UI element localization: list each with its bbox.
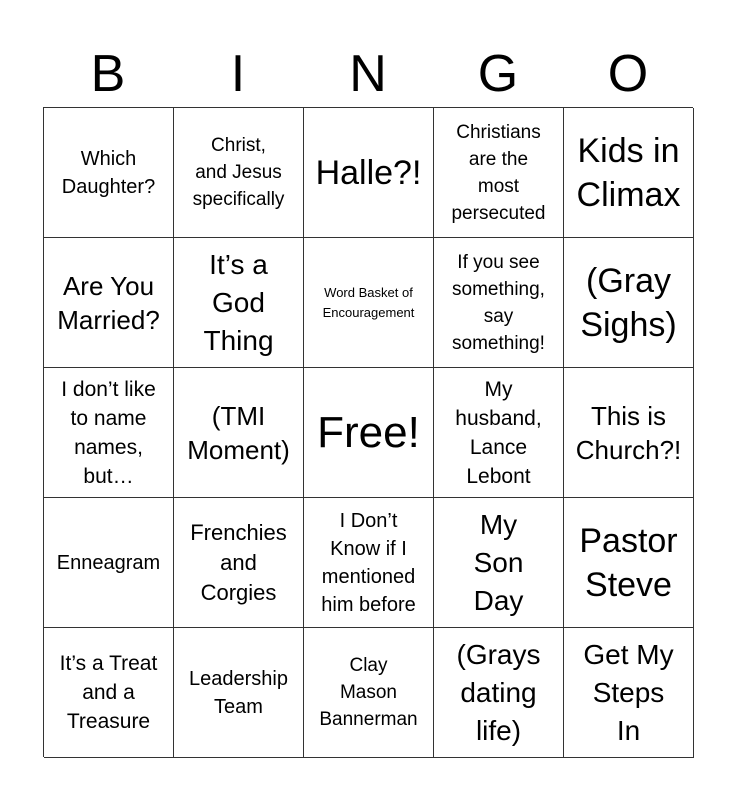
bingo-cell-r4c3[interactable] bbox=[304, 498, 434, 628]
bingo-cell-r4c5[interactable] bbox=[564, 498, 694, 628]
bingo-cell-r1c3[interactable] bbox=[304, 108, 434, 238]
header-letter-b: B bbox=[90, 45, 126, 103]
bingo-cell-r5c2[interactable] bbox=[174, 628, 304, 758]
cell-text: Enneagram bbox=[56, 551, 161, 574]
cell-text: Are You Married? bbox=[57, 270, 160, 335]
cell-text: Clay Mason Bannerman bbox=[319, 655, 418, 730]
cell-text: (Gray Sighs) bbox=[580, 261, 677, 344]
bingo-cell-r1c5[interactable] bbox=[564, 108, 694, 238]
bingo-cell-r4c2[interactable] bbox=[174, 498, 304, 628]
bingo-cell-r2c1[interactable] bbox=[44, 238, 174, 368]
header-letter-n: N bbox=[349, 45, 387, 103]
bingo-cell-r5c1[interactable] bbox=[44, 628, 174, 758]
cell-text: (Grays dating life) bbox=[456, 638, 541, 746]
bingo-cell-r1c4[interactable] bbox=[434, 108, 564, 238]
bingo-cell-r1c2[interactable] bbox=[174, 108, 304, 238]
cell-text: Frenchies and Corgies bbox=[190, 519, 287, 605]
header-letter-g: G bbox=[477, 45, 519, 103]
cell-text: Get My Steps In bbox=[583, 638, 674, 746]
header-letter-i: I bbox=[230, 45, 246, 103]
bingo-cell-r4c1[interactable] bbox=[44, 498, 174, 628]
bingo-cell-r2c2[interactable] bbox=[174, 238, 304, 368]
cell-text: Leadership Team bbox=[189, 667, 288, 718]
cell-text: If you see something, say something! bbox=[452, 251, 545, 354]
cell-text: Pastor Steve bbox=[579, 521, 678, 604]
cell-text: I Don’t Know if I mentioned him before bbox=[321, 509, 416, 616]
bingo-cell-r4c4[interactable] bbox=[434, 498, 564, 628]
cell-text: Which Daughter? bbox=[61, 147, 156, 198]
cell-text: My Son Day bbox=[473, 508, 524, 616]
cell-text: Christ, and Jesus specifically bbox=[192, 135, 285, 210]
header-letter-o: O bbox=[607, 45, 649, 103]
bingo-cell-r5c5[interactable] bbox=[564, 628, 694, 758]
bingo-cell-r3c2[interactable] bbox=[174, 368, 304, 498]
cell-text: This is Church?! bbox=[575, 400, 682, 465]
bingo-cell-r3c4[interactable] bbox=[434, 368, 564, 498]
bingo-cell-r2c3[interactable] bbox=[304, 238, 434, 368]
cell-text: Christians are the most persecuted bbox=[451, 121, 546, 224]
cell-text: It’s a God Thing bbox=[203, 248, 274, 356]
bingo-cell-r3c1[interactable] bbox=[44, 368, 174, 498]
bingo-cell-r3c3[interactable] bbox=[304, 368, 434, 498]
cell-text: It’s a Treat and a Treasure bbox=[59, 652, 158, 733]
cell-text: I don’t like to name names, but… bbox=[61, 377, 156, 488]
bingo-header bbox=[43, 40, 693, 108]
bingo-cell-r3c5[interactable] bbox=[564, 368, 694, 498]
bingo-cell-r5c4[interactable] bbox=[434, 628, 564, 758]
bingo-cell-r2c4[interactable] bbox=[434, 238, 564, 368]
bingo-cell-r1c1[interactable] bbox=[44, 108, 174, 238]
cell-text: Word Basket of Encouragement bbox=[322, 284, 415, 320]
bingo-cell-r5c3[interactable] bbox=[304, 628, 434, 758]
cell-text: (TMI Moment) bbox=[187, 400, 290, 465]
cell-text: My husband, Lance Lebont bbox=[455, 377, 542, 488]
cell-text: Halle?! bbox=[315, 153, 422, 192]
bingo-board bbox=[43, 107, 693, 757]
bingo-cell-r2c5[interactable] bbox=[564, 238, 694, 368]
cell-text: Kids in Climax bbox=[576, 131, 681, 214]
free-space: Free! bbox=[317, 407, 420, 457]
